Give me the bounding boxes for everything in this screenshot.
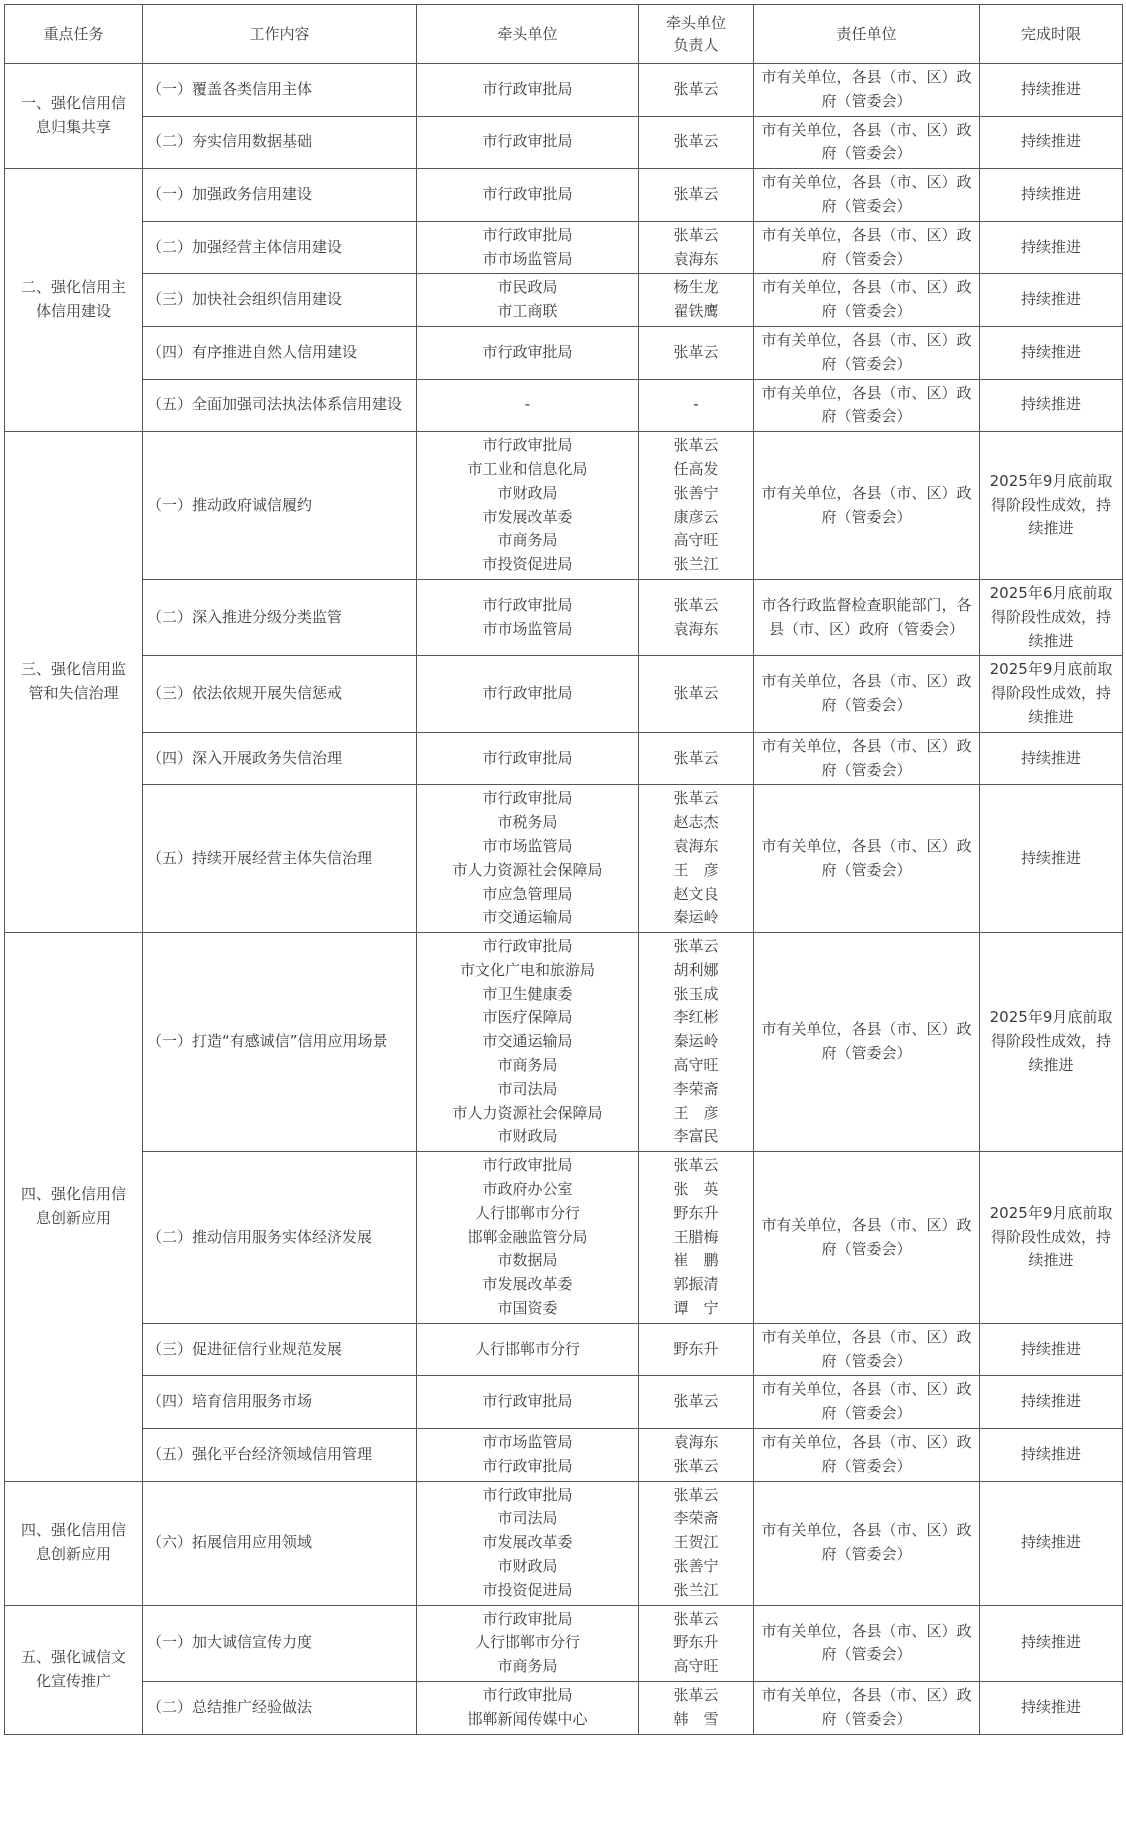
table-row — [5, 169, 1123, 222]
lead-unit: 市行政审批局 — [482, 1609, 573, 1628]
responsible-unit-cell: 市有关单位，各县（市、区）政府（管委会） — [754, 1376, 980, 1429]
lead-unit: 市民政局 — [497, 278, 558, 297]
lead-unit: 市发展改革委 — [482, 1533, 573, 1552]
responsible-unit-cell: 市有关单位，各县（市、区）政府（管委会） — [754, 274, 980, 327]
lead-person: 高守旺 — [673, 1056, 719, 1075]
lead-unit: 市行政审批局 — [482, 789, 573, 808]
task-cell: 四、强化信用信息创新应用 — [5, 1481, 143, 1605]
lead-person: 王贺江 — [673, 1533, 719, 1552]
lead-unit-cell — [417, 116, 639, 169]
deadline-cell: 持续推进 — [980, 169, 1123, 222]
lead-unit-cell — [417, 64, 639, 117]
header-deadline: 完成时限 — [980, 5, 1123, 64]
responsible-unit-cell: 市有关单位，各县（市、区）政府（管委会） — [754, 1682, 980, 1735]
table-row — [5, 785, 1123, 933]
lead-unit-cell — [417, 933, 639, 1152]
lead-unit: 市市场监管局 — [482, 249, 573, 268]
table-row — [5, 221, 1123, 274]
lead-unit-cell — [417, 432, 639, 580]
lead-person: 赵文良 — [673, 884, 719, 903]
lead-person-cell — [639, 432, 754, 580]
table-row — [5, 1376, 1123, 1429]
lead-person: 张革云 — [673, 225, 719, 244]
task-cell: 三、强化信用监管和失信治理 — [5, 432, 143, 933]
table-row — [5, 64, 1123, 117]
content-cell: （四）深入开展政务失信治理 — [143, 732, 417, 785]
content-cell: （五）全面加强司法执法体系信用建设 — [143, 379, 417, 432]
lead-person: 李荣斋 — [673, 1079, 719, 1098]
lead-unit: 市行政审批局 — [482, 748, 573, 767]
lead-unit: 市行政审批局 — [482, 595, 573, 614]
lead-unit: 人行邯郸市分行 — [474, 1339, 580, 1358]
responsible-unit-cell: 市有关单位，各县（市、区）政府（管委会） — [754, 656, 980, 732]
lead-unit-cell — [417, 326, 639, 379]
lead-person-cell — [639, 64, 754, 117]
lead-unit: 市财政局 — [497, 1127, 558, 1146]
lead-person: 张革云 — [673, 1609, 719, 1628]
table-row — [5, 326, 1123, 379]
table-wrapper — [4, 4, 1122, 1735]
lead-unit: 市商务局 — [497, 1056, 558, 1075]
lead-unit: 市行政审批局 — [482, 684, 573, 703]
responsible-unit-cell: 市有关单位，各县（市、区）政府（管委会） — [754, 64, 980, 117]
lead-unit-cell — [417, 785, 639, 933]
lead-person: 王腊梅 — [673, 1227, 719, 1246]
lead-person: 郭振清 — [673, 1275, 719, 1294]
lead-person: 张兰江 — [673, 555, 719, 574]
deadline-cell: 持续推进 — [980, 326, 1123, 379]
content-cell: （二）夯实信用数据基础 — [143, 116, 417, 169]
lead-unit-cell — [417, 274, 639, 327]
deadline-cell: 2025年9月底前取得阶段性成效，持续推进 — [980, 933, 1123, 1152]
deadline-cell: 2025年9月底前取得阶段性成效，持续推进 — [980, 1152, 1123, 1324]
lead-person: 李富民 — [673, 1127, 719, 1146]
lead-person-cell — [639, 1376, 754, 1429]
task-cell: 二、强化信用主体信用建设 — [5, 169, 143, 432]
lead-person: 袁海东 — [673, 619, 719, 638]
lead-person-cell — [639, 732, 754, 785]
header-responsible-unit: 责任单位 — [754, 5, 980, 64]
lead-person: 高守旺 — [673, 531, 719, 550]
content-cell: （三）促进征信行业规范发展 — [143, 1323, 417, 1376]
lead-person-cell — [639, 933, 754, 1152]
lead-person: 韩 雪 — [673, 1709, 719, 1728]
deadline-cell: 持续推进 — [980, 379, 1123, 432]
lead-person: 杨生龙 — [673, 278, 719, 297]
lead-person: 李荣斋 — [673, 1509, 719, 1528]
content-cell: （四）有序推进自然人信用建设 — [143, 326, 417, 379]
responsible-unit-cell: 市有关单位，各县（市、区）政府（管委会） — [754, 432, 980, 580]
lead-unit: 市司法局 — [497, 1509, 558, 1528]
lead-person: 张革云 — [673, 132, 719, 151]
lead-person-cell — [639, 579, 754, 655]
lead-person-cell — [639, 274, 754, 327]
content-cell: （一）加强政务信用建设 — [143, 169, 417, 222]
lead-unit-cell — [417, 169, 639, 222]
lead-unit: 市行政审批局 — [482, 1392, 573, 1411]
lead-unit: - — [524, 395, 531, 414]
lead-unit: 邯郸金融监管分局 — [467, 1227, 588, 1246]
lead-unit: 市工商联 — [497, 302, 558, 321]
lead-person: 赵志杰 — [673, 813, 719, 832]
content-cell: （五）持续开展经营主体失信治理 — [143, 785, 417, 933]
responsible-unit-cell: 市有关单位，各县（市、区）政府（管委会） — [754, 379, 980, 432]
deadline-cell: 持续推进 — [980, 1481, 1123, 1605]
lead-unit-cell — [417, 1323, 639, 1376]
lead-person: 袁海东 — [673, 836, 719, 855]
table-row — [5, 1152, 1123, 1324]
lead-unit: 邯郸新闻传媒中心 — [467, 1709, 588, 1728]
lead-unit: 市卫生健康委 — [482, 984, 573, 1003]
lead-unit: 市政府办公室 — [482, 1180, 573, 1199]
lead-person: 袁海东 — [673, 249, 719, 268]
deadline-cell: 2025年9月底前取得阶段性成效，持续推进 — [980, 656, 1123, 732]
lead-unit: 市投资促进局 — [482, 1580, 573, 1599]
lead-person-cell — [639, 116, 754, 169]
lead-person: 张革云 — [673, 342, 719, 361]
lead-person-cell — [639, 169, 754, 222]
lead-unit-cell — [417, 221, 639, 274]
lead-person-cell — [639, 1481, 754, 1605]
responsible-unit-cell: 市有关单位，各县（市、区）政府（管委会） — [754, 1152, 980, 1324]
lead-person: 张革云 — [673, 937, 719, 956]
lead-unit: 人行邯郸市分行 — [474, 1203, 580, 1222]
content-cell: （二）推动信用服务实体经济发展 — [143, 1152, 417, 1324]
header-row — [5, 5, 1123, 64]
deadline-cell: 持续推进 — [980, 221, 1123, 274]
lead-person: 张革云 — [673, 1456, 719, 1475]
header-lead-person — [639, 5, 754, 64]
lead-unit: 市交通运输局 — [482, 1032, 573, 1051]
lead-unit: 市文化广电和旅游局 — [459, 960, 595, 979]
lead-person-cell — [639, 785, 754, 933]
content-cell: （五）强化平台经济领域信用管理 — [143, 1429, 417, 1482]
lead-unit: 市税务局 — [497, 813, 558, 832]
lead-unit: 市行政审批局 — [482, 79, 573, 98]
lead-person: 任高发 — [673, 459, 719, 478]
lead-unit: 市市场监管局 — [482, 619, 573, 638]
table-row — [5, 732, 1123, 785]
lead-person: 张玉成 — [673, 984, 719, 1003]
lead-unit: 市数据局 — [497, 1251, 558, 1270]
content-cell: （二）加强经营主体信用建设 — [143, 221, 417, 274]
lead-unit: 市工业和信息化局 — [467, 459, 588, 478]
lead-unit: 市行政审批局 — [482, 937, 573, 956]
table-row — [5, 656, 1123, 732]
lead-unit: 市商务局 — [497, 1657, 558, 1676]
deadline-cell: 持续推进 — [980, 732, 1123, 785]
lead-person: 张善宁 — [673, 1557, 719, 1576]
lead-unit-cell — [417, 1429, 639, 1482]
lead-person: 张 英 — [673, 1180, 719, 1199]
lead-person: 张革云 — [673, 1485, 719, 1504]
lead-person-cell — [639, 1605, 754, 1681]
lead-unit-cell — [417, 1152, 639, 1324]
lead-unit: 人行邯郸市分行 — [474, 1633, 580, 1652]
task-cell: 五、强化诚信文化宣传推广 — [5, 1605, 143, 1734]
header-task: 重点任务 — [5, 5, 143, 64]
lead-person-cell — [639, 656, 754, 732]
lead-person-cell — [639, 379, 754, 432]
content-cell: （一）推动政府诚信履约 — [143, 432, 417, 580]
table-row — [5, 432, 1123, 580]
responsible-unit-cell: 市有关单位，各县（市、区）政府（管委会） — [754, 326, 980, 379]
lead-person: 高守旺 — [673, 1657, 719, 1676]
lead-unit: 市财政局 — [497, 1557, 558, 1576]
lead-person: 张革云 — [673, 436, 719, 455]
table-row — [5, 1481, 1123, 1605]
lead-person: 王 彦 — [673, 860, 719, 879]
lead-unit-cell — [417, 656, 639, 732]
deadline-cell: 持续推进 — [980, 1323, 1123, 1376]
lead-unit-cell — [417, 1682, 639, 1735]
lead-person: 张革云 — [673, 595, 719, 614]
deadline-cell: 持续推进 — [980, 64, 1123, 117]
deadline-cell: 持续推进 — [980, 1376, 1123, 1429]
lead-unit: 市行政审批局 — [482, 342, 573, 361]
table-row — [5, 274, 1123, 327]
lead-unit: 市人力资源社会保障局 — [452, 1103, 603, 1122]
content-cell: （一）覆盖各类信用主体 — [143, 64, 417, 117]
lead-unit: 市行政审批局 — [482, 1485, 573, 1504]
responsible-unit-cell: 市有关单位，各县（市、区）政府（管委会） — [754, 1323, 980, 1376]
lead-unit: 市司法局 — [497, 1079, 558, 1098]
lead-unit-cell — [417, 732, 639, 785]
lead-person: 野东升 — [673, 1339, 719, 1358]
task-cell: 四、强化信用信息创新应用 — [5, 933, 143, 1482]
lead-person: 张革云 — [673, 79, 719, 98]
table-row — [5, 1682, 1123, 1735]
table-row — [5, 116, 1123, 169]
lead-unit: 市市场监管局 — [482, 836, 573, 855]
table-row — [5, 1323, 1123, 1376]
lead-unit: 市行政审批局 — [482, 1456, 573, 1475]
deadline-cell: 持续推进 — [980, 274, 1123, 327]
lead-person: 张善宁 — [673, 483, 719, 502]
lead-person: 张革云 — [673, 684, 719, 703]
lead-person: 王 彦 — [673, 1103, 719, 1122]
responsible-unit-cell: 市有关单位，各县（市、区）政府（管委会） — [754, 116, 980, 169]
lead-person: 李红彬 — [673, 1008, 719, 1027]
responsible-unit-cell: 市有关单位，各县（市、区）政府（管委会） — [754, 169, 980, 222]
responsible-unit-cell: 市有关单位，各县（市、区）政府（管委会） — [754, 1429, 980, 1482]
lead-unit-cell — [417, 1605, 639, 1681]
responsible-unit-cell: 市各行政监督检查职能部门，各县（市、区）政府（管委会） — [754, 579, 980, 655]
table-body — [5, 64, 1123, 1735]
content-cell: （二）总结推广经验做法 — [143, 1682, 417, 1735]
lead-person-cell — [639, 326, 754, 379]
table-row — [5, 379, 1123, 432]
lead-person: 野东升 — [673, 1203, 719, 1222]
lead-unit-cell — [417, 379, 639, 432]
deadline-cell: 持续推进 — [980, 1682, 1123, 1735]
header-lead-person-text: 牵头单位负责人 — [665, 14, 726, 54]
deadline-cell: 2025年9月底前取得阶段性成效，持续推进 — [980, 432, 1123, 580]
lead-person: 张革云 — [673, 1686, 719, 1704]
responsible-unit-cell: 市有关单位，各县（市、区）政府（管委会） — [754, 221, 980, 274]
lead-unit: 市行政审批局 — [482, 1686, 573, 1704]
lead-unit: 市行政审批局 — [482, 132, 573, 151]
lead-unit: 市发展改革委 — [482, 507, 573, 526]
table-row — [5, 1605, 1123, 1681]
lead-unit: 市行政审批局 — [482, 436, 573, 455]
task-cell: 一、强化信用信息归集共享 — [5, 64, 143, 169]
table-row — [5, 579, 1123, 655]
lead-unit-cell — [417, 1376, 639, 1429]
lead-unit: 市发展改革委 — [482, 1275, 573, 1294]
lead-person: 张革云 — [673, 789, 719, 808]
content-cell: （一）打造“有感诚信”信用应用场景 — [143, 933, 417, 1152]
lead-unit: 市医疗保障局 — [482, 1008, 573, 1027]
lead-person: 野东升 — [673, 1633, 719, 1652]
deadline-cell: 2025年6月底前取得阶段性成效，持续推进 — [980, 579, 1123, 655]
lead-unit-cell — [417, 579, 639, 655]
header-content: 工作内容 — [143, 5, 417, 64]
lead-person: 张革云 — [673, 1392, 719, 1411]
lead-person: 康彦云 — [673, 507, 719, 526]
lead-person: 袁海东 — [673, 1433, 719, 1452]
lead-unit: 市行政审批局 — [482, 1156, 573, 1175]
lead-unit: 市国资委 — [497, 1299, 558, 1318]
responsible-unit-cell: 市有关单位，各县（市、区）政府（管委会） — [754, 1605, 980, 1681]
lead-unit: 市应急管理局 — [482, 884, 573, 903]
responsible-unit-cell: 市有关单位，各县（市、区）政府（管委会） — [754, 933, 980, 1152]
table-row — [5, 933, 1123, 1152]
deadline-cell: 持续推进 — [980, 1429, 1123, 1482]
deadline-cell: 持续推进 — [980, 785, 1123, 933]
header-lead-unit: 牵头单位 — [417, 5, 639, 64]
content-cell: （六）拓展信用应用领域 — [143, 1481, 417, 1605]
lead-person: 翟铁鹰 — [673, 302, 719, 321]
lead-unit: 市财政局 — [497, 483, 558, 502]
lead-unit-cell — [417, 1481, 639, 1605]
content-cell: （三）依法依规开展失信惩戒 — [143, 656, 417, 732]
lead-person: 张革云 — [673, 1156, 719, 1175]
lead-person: 秦运岭 — [673, 908, 719, 927]
lead-unit: 市投资促进局 — [482, 555, 573, 574]
deadline-cell: 持续推进 — [980, 116, 1123, 169]
deadline-cell: 持续推进 — [980, 1605, 1123, 1681]
lead-person-cell — [639, 1152, 754, 1324]
responsible-unit-cell: 市有关单位，各县（市、区）政府（管委会） — [754, 1481, 980, 1605]
content-cell: （二）深入推进分级分类监管 — [143, 579, 417, 655]
lead-person: 胡利娜 — [673, 960, 719, 979]
lead-person: 张革云 — [673, 748, 719, 767]
lead-unit: 市市场监管局 — [482, 1433, 573, 1452]
lead-person-cell — [639, 221, 754, 274]
lead-unit: 市交通运输局 — [482, 908, 573, 927]
lead-person: 秦运岭 — [673, 1032, 719, 1051]
content-cell: （三）加快社会组织信用建设 — [143, 274, 417, 327]
lead-person-cell — [639, 1323, 754, 1376]
lead-person: - — [693, 395, 699, 414]
table-row — [5, 1429, 1123, 1482]
lead-person: 谭 宁 — [673, 1299, 719, 1318]
lead-unit: 市商务局 — [497, 531, 558, 550]
responsible-unit-cell: 市有关单位，各县（市、区）政府（管委会） — [754, 785, 980, 933]
lead-person: 张兰江 — [673, 1580, 719, 1599]
content-cell: （一）加大诚信宣传力度 — [143, 1605, 417, 1681]
lead-person-cell — [639, 1682, 754, 1735]
responsible-unit-cell: 市有关单位，各县（市、区）政府（管委会） — [754, 732, 980, 785]
lead-unit: 市行政审批局 — [482, 225, 573, 244]
content-cell: （四）培育信用服务市场 — [143, 1376, 417, 1429]
lead-person: 张革云 — [673, 185, 719, 204]
lead-unit: 市人力资源社会保障局 — [452, 860, 603, 879]
task-table — [4, 4, 1123, 1735]
lead-person-cell — [639, 1429, 754, 1482]
lead-person: 崔 鹏 — [673, 1251, 719, 1270]
lead-unit: 市行政审批局 — [482, 185, 573, 204]
